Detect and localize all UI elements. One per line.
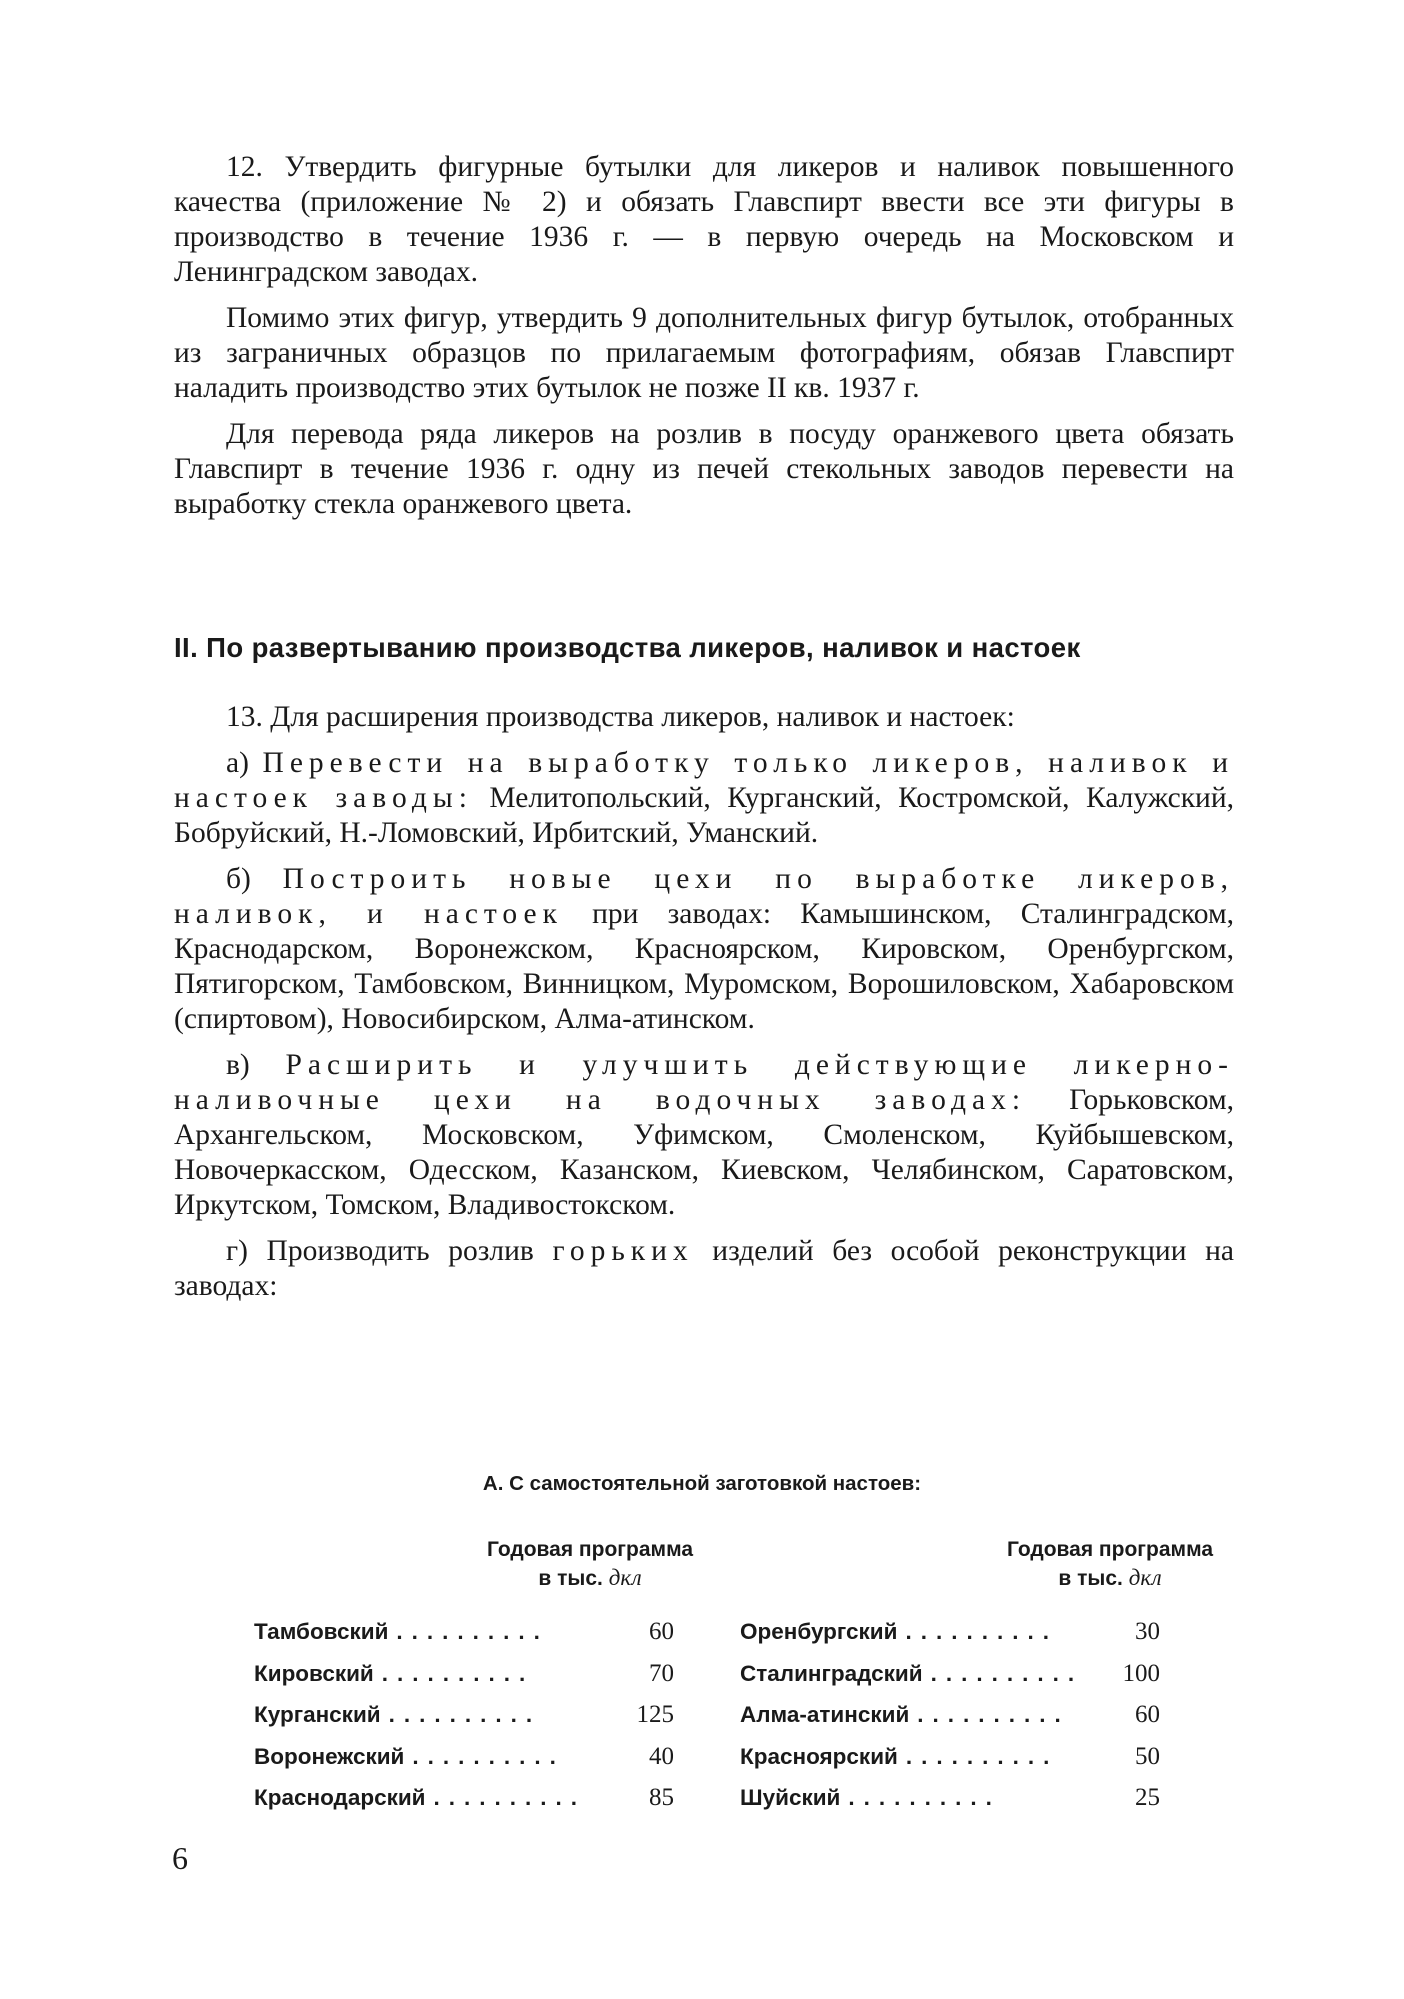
right-header-unit: дкл	[1128, 1565, 1162, 1590]
program-value: 50	[1135, 1742, 1160, 1770]
program-value: 30	[1135, 1618, 1160, 1645]
leader-dots: ..........	[905, 1619, 1058, 1644]
section-heading: II. По развертыванию производства ликеров, наливок и настоек	[174, 632, 1081, 663]
factory-name: Оренбургский	[740, 1619, 898, 1644]
left-header-unit: дкл	[608, 1565, 642, 1590]
leader-dots: ..........	[917, 1702, 1070, 1727]
factory-name: Шуйский	[740, 1785, 841, 1810]
leader-dots: ..........	[412, 1743, 565, 1769]
paragraph-12-figures: Помимо этих фигур, утвердить 9 дополнительных фигур бутылок, отобранных из заграничных образцов по прилагаемым фотографиям, обязав Главспирт наладить производство этих бутылок не позже II кв. 1937 г.	[174, 302, 1234, 404]
table-row	[740, 1743, 1160, 1785]
item-d	[174, 1234, 1234, 1304]
item-a-text: Мелитопольский, Курганский, Костромской, Калужский, Бобруйский, Н.-Ломовский, Ирбитский, Уманский.	[174, 782, 1234, 849]
right-header-line2	[960, 1564, 1260, 1593]
program-value: 85	[649, 1784, 674, 1811]
leader-dots: ..........	[848, 1785, 1001, 1810]
leader-dots: ..........	[396, 1619, 549, 1644]
leader-dots: ..........	[905, 1743, 1059, 1769]
left-column-header	[440, 1536, 740, 1593]
item-c	[174, 1048, 1234, 1223]
left-header-unit-prefix: в тыс.	[538, 1567, 603, 1590]
factory-name: Курганский	[254, 1702, 381, 1727]
factory-name: Алма-атинский	[740, 1702, 910, 1727]
table-row	[740, 1701, 1160, 1743]
table-row	[254, 1743, 674, 1785]
item-c-prefix: в)	[226, 1049, 286, 1081]
section-1	[174, 150, 1234, 533]
factory-name: Краснодарский	[254, 1785, 426, 1810]
item-b-text: при заводах: Камышинском, Сталинградском, Краснодарском, Воронежском, Красноярском, Кировском, Оренбургском, Пятигорском, Тамбовском, Винницком, Муромском, Ворошиловском, Хабаровском (спиртовом), Новосибирском, Алма-атинском.	[174, 898, 1234, 1035]
item-d-emphasis: горьких	[552, 1235, 694, 1267]
factory-name: Красноярский	[740, 1743, 898, 1769]
table-row	[254, 1618, 674, 1660]
right-column-header	[960, 1536, 1260, 1593]
left-table-column	[254, 1618, 674, 1826]
factory-name: Тамбовский	[254, 1619, 389, 1644]
table-row	[740, 1660, 1160, 1702]
right-header-line1: Годовая программа	[1006, 1538, 1214, 1561]
item-b-prefix: б)	[226, 863, 283, 895]
factory-name: Сталинградский	[740, 1660, 923, 1686]
item-b-emphasis: Построить новые цехи по выработке ликеров, наливок, и настоек	[174, 863, 1234, 930]
table-title: А. С самостоятельной заготовкой настоев:	[482, 1472, 922, 1495]
item-a-emphasis: Перевести на выработку только ликеров, наливок и настоек заводы:	[174, 747, 1235, 814]
item-c-emphasis: Расширить и улучшить действующие ликерно-наливочные цехи на водочных заводах:	[174, 1049, 1234, 1116]
item-a-prefix: а)	[226, 747, 263, 779]
leader-dots: ..........	[930, 1660, 1084, 1686]
table-row	[254, 1701, 674, 1743]
table-row	[740, 1784, 1160, 1826]
table-row	[254, 1784, 674, 1826]
right-header-unit-prefix: в тыс.	[1058, 1567, 1123, 1590]
table-row	[254, 1660, 674, 1702]
program-value: 125	[636, 1701, 674, 1728]
item-c-text: Горьковском, Архангельском, Московском, Уфимском, Смоленском, Куйбышевском, Новочеркасском, Одесском, Казанском, Киевском, Челябинском, Саратовском, Иркутском, Томском, Владивостокском.	[174, 1084, 1234, 1221]
page-number: 6	[172, 1840, 188, 1876]
leader-dots: ..........	[381, 1660, 535, 1686]
left-header-line2	[440, 1564, 740, 1593]
program-value: 70	[649, 1659, 674, 1687]
table-row	[740, 1618, 1160, 1660]
item-d-prefix: г) Производить розлив	[226, 1235, 553, 1267]
item-d-text: изделий без особой реконструкции на заводах:	[174, 1235, 1235, 1302]
program-value: 100	[1122, 1659, 1160, 1687]
program-value: 60	[649, 1618, 674, 1645]
factory-name: Кировский	[254, 1660, 374, 1686]
item-a	[174, 746, 1234, 851]
paragraph-12-orange-glass: Для перевода ряда ликеров на розлив в посуду оранжевого цвета обязать Главспирт в течение 1936 г. одну из печей стекольных заводов перевести на выработку стекла оранжевого цвета.	[174, 418, 1234, 520]
item-b	[174, 862, 1234, 1037]
program-value: 40	[649, 1742, 674, 1770]
paragraph-12: 12. Утвердить фигурные бутылки для ликеров и наливок повышенного качества (приложение № 2) и обязать Главспирт ввести все эти фигуры в производство в течение 1936 г. — в первую очередь на Московском и Ленинградском заводах.	[174, 151, 1234, 288]
right-table-column	[740, 1618, 1160, 1826]
program-value: 60	[1135, 1701, 1160, 1728]
section-2	[174, 700, 1234, 1315]
paragraph-13: 13. Для расширения производства ликеров, наливок и настоек:	[226, 701, 1015, 733]
program-value: 25	[1135, 1784, 1160, 1811]
leader-dots: ..........	[433, 1785, 587, 1810]
left-header-line1: Годовая программа	[486, 1538, 694, 1561]
factory-name: Воронежский	[254, 1743, 405, 1769]
leader-dots: ..........	[388, 1702, 542, 1727]
